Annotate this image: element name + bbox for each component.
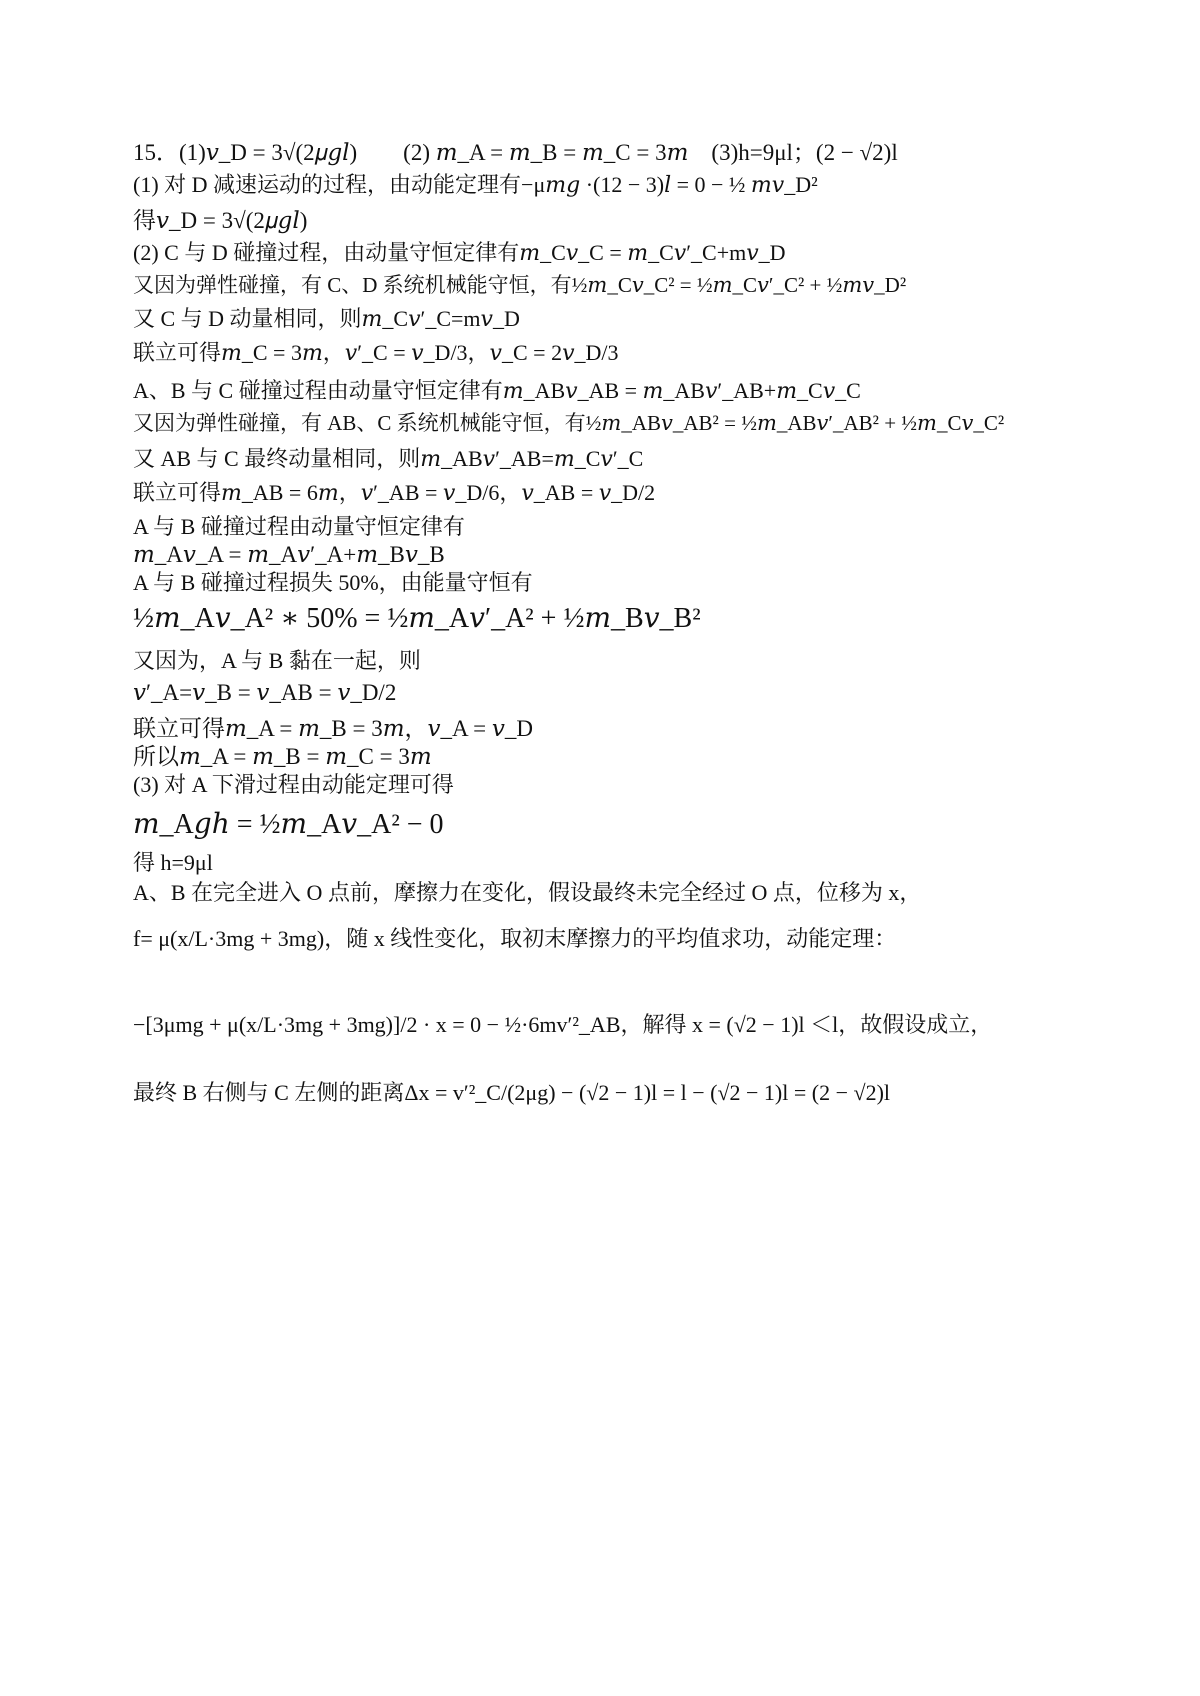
- part3-line2: 𝑚_A𝑔ℎ = ½𝑚_A𝑣_A² − 0: [133, 809, 444, 840]
- part2-line1: (2) C 与 D 碰撞过程，由动量守恒定律有𝑚_C𝑣_C = 𝑚_C𝑣′_C+m𝑣_D: [133, 240, 786, 265]
- part2-line3: 又 C 与 D 动量相同，则𝑚_C𝑣′_C=m𝑣_D: [133, 306, 520, 331]
- part2-line5: A、B 与 C 碰撞过程由动量守恒定律有𝑚_AB𝑣_AB = 𝑚_AB𝑣′_AB+𝑚_C𝑣_C: [133, 378, 861, 403]
- part2-line13: 又因为，A 与 B 黏在一起，则: [133, 648, 421, 673]
- part3-line7: 最终 B 右侧与 C 左侧的距离Δx = v′²_C/(2μg) − (√2 − 1)l = l − (√2 − 1)l = (2 − √2)l: [133, 1080, 891, 1105]
- part2-line10: 𝑚_A𝑣_A = 𝑚_A𝑣′_A+𝑚_B𝑣_B: [133, 542, 445, 567]
- part2-line11: A 与 B 碰撞过程损失 50%，由能量守恒有: [133, 570, 533, 595]
- part2-line2: 又因为弹性碰撞，有 C、D 系统机械能守恒，有½𝑚_C𝑣_C² = ½𝑚_C𝑣′_C² + ½𝑚𝑣_D²: [133, 273, 907, 297]
- part2-line15: 联立可得𝑚_A = 𝑚_B = 3𝑚，𝑣_A = 𝑣_D: [133, 716, 533, 741]
- part3-line1: (3) 对 A 下滑过程由动能定理可得: [133, 772, 454, 797]
- part2-line6: 又因为弹性碰撞，有 AB、C 系统机械能守恒，有½𝑚_AB𝑣_AB² = ½𝑚_AB𝑣′_AB² + ½𝑚_C𝑣_C²: [133, 411, 1005, 435]
- part2-line14: 𝑣′_A=𝑣_B = 𝑣_AB = 𝑣_D/2: [133, 680, 397, 705]
- part3-line5: f= μ(x/L·3mg + 3mg)，随 x 线性变化，取初末摩擦力的平均值求功，动能定理：: [133, 926, 897, 951]
- answer-line: 15．(1)𝑣_D = 3√(2𝜇𝑔𝑙) (2) 𝑚_A = 𝑚_B = 𝑚_C = 3𝑚 (3)h=9μl；(2 − √2)l: [133, 140, 898, 165]
- part1-line2: 得𝑣_D = 3√(2𝜇𝑔𝑙): [133, 208, 308, 233]
- part2-line7: 又 AB 与 C 最终动量相同，则𝑚_AB𝑣′_AB=𝑚_C𝑣′_C: [133, 446, 644, 471]
- part2-line12: ½𝑚_A𝑣_A² ∗ 50% = ½𝑚_A𝑣′_A² + ½𝑚_B𝑣_B²: [133, 603, 701, 634]
- part3-line3: 得 h=9μl: [133, 850, 213, 875]
- part2-line4: 联立可得𝑚_C = 3𝑚，𝑣′_C = 𝑣_D/3，𝑣_C = 2𝑣_D/3: [133, 340, 619, 365]
- part2-line16: 所以𝑚_A = 𝑚_B = 𝑚_C = 3𝑚: [133, 744, 432, 769]
- part2-line9: A 与 B 碰撞过程由动量守恒定律有: [133, 514, 465, 539]
- part3-line6: −[3μmg + μ(x/L·3mg + 3mg)]/2 · x = 0 − ½·6mv′²_AB，解得 x = (√2 − 1)l ＜l，故假设成立，: [133, 1012, 993, 1037]
- part1-line1: (1) 对 D 减速运动的过程，由动能定理有−μ𝑚𝑔 ·(12 − 3)𝑙 = 0 − ½ 𝑚𝑣_D²: [133, 172, 818, 197]
- part2-line8: 联立可得𝑚_AB = 6𝑚，𝑣′_AB = 𝑣_D/6，𝑣_AB = 𝑣_D/2: [133, 480, 656, 505]
- part3-line4: A、B 在完全进入 O 点前，摩擦力在变化，假设最终未完全经过 O 点，位移为 x，: [133, 880, 922, 905]
